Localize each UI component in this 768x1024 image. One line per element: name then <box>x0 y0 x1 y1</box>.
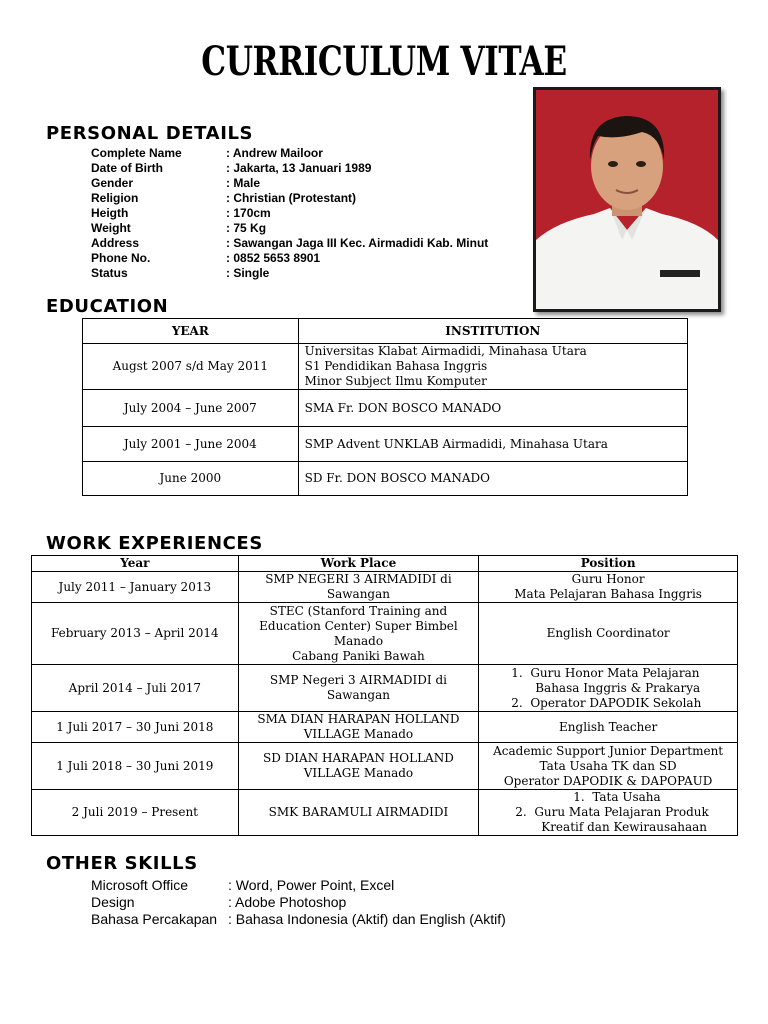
skill-value: : Word, Power Point, Excel <box>228 877 394 894</box>
table-row <box>83 344 688 390</box>
personal-row-religion <box>91 191 531 206</box>
institution-line: Universitas Klabat Airmadidi, Minahasa Utara <box>304 344 587 358</box>
personal-row-gender <box>91 176 531 191</box>
work-position-line: Operator DAPODIK & DAPOPAUD <box>503 773 713 788</box>
position-list-item: 2. Guru Mata Pelajaran Produk <box>515 805 709 819</box>
personal-label: Address <box>91 236 140 250</box>
personal-value: : 0852 5653 8901 <box>226 251 320 266</box>
other-skills-heading: OTHER SKILLS <box>46 853 198 874</box>
personal-value: : 170cm <box>226 206 271 221</box>
education-table <box>82 318 688 496</box>
work-place-line: Sawangan <box>326 688 390 702</box>
education-institution-cell <box>298 344 687 390</box>
position-list-item: 1. Tata Usaha <box>573 790 661 804</box>
work-place-line: VILLAGE Manado <box>303 766 414 780</box>
work-place-line: SD DIAN HARAPAN HOLLAND <box>263 751 454 765</box>
work-position-cell <box>479 790 738 836</box>
table-row <box>32 743 738 790</box>
education-institution-cell: SMA Fr. DON BOSCO MANADO <box>298 390 687 427</box>
personal-label: Gender <box>91 176 134 190</box>
personal-value: : Sawangan Jaga III Kec. Airmadidi Kab. Minut <box>226 236 488 251</box>
table-row <box>32 790 738 836</box>
skill-value: : Adobe Photoshop <box>228 894 346 911</box>
work-place-cell <box>238 603 479 665</box>
table-row <box>32 603 738 665</box>
personal-value: : Andrew Mailoor <box>226 146 323 161</box>
work-position-line: Tata Usaha TK dan SD <box>539 758 677 773</box>
work-experiences-heading: WORK EXPERIENCES <box>46 533 263 554</box>
profile-photo <box>533 87 721 312</box>
skill-label: Microsoft Office <box>91 877 188 893</box>
work-place-cell: SMK BARAMULI AIRMADIDI <box>238 790 479 836</box>
education-header-row <box>83 319 688 344</box>
eye-right-shape <box>636 161 646 167</box>
position-list-item: 1. Guru Honor Mata Pelajaran <box>511 665 700 680</box>
personal-value: : Male <box>226 176 260 191</box>
personal-row-phone <box>91 251 531 266</box>
position-numbered-list <box>511 666 731 711</box>
personal-value: : Single <box>226 266 269 281</box>
eye-left-shape <box>608 161 618 167</box>
work-year-cell: 1 Juli 2018 – 30 Juni 2019 <box>32 743 239 790</box>
work-place-line: Cabang Paniki Bawah <box>292 648 425 663</box>
education-institution-cell: SMP Advent UNKLAB Airmadidi, Minahasa Utara <box>298 427 687 462</box>
work-place-line: STEC (Stanford Training and <box>269 603 448 618</box>
personal-label: Heigth <box>91 206 129 220</box>
work-year-cell: July 2011 – January 2013 <box>32 572 239 603</box>
personal-label: Status <box>91 266 128 280</box>
personal-row-birth <box>91 161 531 176</box>
position-list-item: 2. Operator DAPODIK Sekolah <box>511 695 702 710</box>
work-year-cell: April 2014 – Juli 2017 <box>32 665 239 712</box>
position-list-item: Kreatif dan Kewirausahaan <box>541 820 708 834</box>
work-place-cell <box>238 572 479 603</box>
work-header-row <box>32 556 738 572</box>
skill-label: Design <box>91 894 135 910</box>
personal-label: Religion <box>91 191 139 205</box>
personal-row-height <box>91 206 531 221</box>
table-row <box>83 462 688 496</box>
position-numbered-list <box>515 790 731 835</box>
work-header-year: Year <box>32 556 239 572</box>
work-position-cell <box>479 743 738 790</box>
table-row <box>32 665 738 712</box>
skill-value: : Bahasa Indonesia (Aktif) dan English (Aktif) <box>228 911 506 928</box>
personal-details-heading: PERSONAL DETAILS <box>46 123 254 144</box>
education-year-cell: June 2000 <box>83 462 299 496</box>
education-header-year: YEAR <box>83 319 299 344</box>
education-header-institution: INSTITUTION <box>298 319 687 344</box>
education-heading: EDUCATION <box>46 296 169 317</box>
work-place-line: Education Center) Super Bimbel <box>259 618 458 633</box>
table-row <box>32 572 738 603</box>
work-year-cell: February 2013 – April 2014 <box>32 603 239 665</box>
work-place-line: Sawangan <box>326 587 390 601</box>
skill-label: Bahasa Percakapan <box>91 911 218 927</box>
personal-label: Phone No. <box>91 251 151 265</box>
work-table <box>31 555 738 836</box>
work-year-cell: 1 Juli 2017 – 30 Juni 2018 <box>32 712 239 743</box>
table-row <box>83 427 688 462</box>
personal-label: Date of Birth <box>91 161 163 175</box>
work-header-position: Position <box>479 556 738 572</box>
table-row <box>83 390 688 427</box>
work-year-cell: 2 Juli 2019 – Present <box>32 790 239 836</box>
personal-row-status <box>91 266 531 281</box>
personal-value: : Jakarta, 13 Januari 1989 <box>226 161 371 176</box>
work-header-place: Work Place <box>238 556 479 572</box>
work-place-line: SMA DIAN HARAPAN HOLLAND <box>257 712 460 726</box>
work-place-line: VILLAGE Manado <box>303 727 414 741</box>
page-title: CURRICULUM VITAE <box>201 38 567 85</box>
education-institution-cell: SD Fr. DON BOSCO MANADO <box>298 462 687 496</box>
institution-line: Minor Subject Ilmu Komputer <box>304 374 487 388</box>
work-place-cell <box>238 743 479 790</box>
work-position-cell <box>479 665 738 712</box>
work-position-cell <box>479 572 738 603</box>
work-position-cell: English Teacher <box>479 712 738 743</box>
work-place-line: SMP NEGERI 3 AIRMADIDI di <box>265 572 452 586</box>
work-position-line: Academic Support Junior Department <box>493 743 724 758</box>
work-position-line: Guru Honor <box>571 572 645 586</box>
work-position-line: Mata Pelajaran Bahasa Inggris <box>514 587 702 601</box>
institution-line: S1 Pendidikan Bahasa Inggris <box>304 359 488 373</box>
work-position-cell: English Coordinator <box>479 603 738 665</box>
personal-row-weight <box>91 221 531 236</box>
education-year-cell: Augst 2007 s/d May 2011 <box>83 344 299 390</box>
table-row <box>32 712 738 743</box>
personal-row-name <box>91 146 531 161</box>
name-tag-shape <box>660 270 700 277</box>
education-year-cell: July 2001 – June 2004 <box>83 427 299 462</box>
personal-row-address <box>91 236 531 251</box>
personal-value: : 75 Kg <box>226 221 266 236</box>
position-list-item: Bahasa Inggris & Prakarya <box>535 680 701 695</box>
personal-value: : Christian (Protestant) <box>226 191 356 206</box>
personal-label: Complete Name <box>91 146 182 160</box>
work-place-cell <box>238 712 479 743</box>
work-place-cell <box>238 665 479 712</box>
education-year-cell: July 2004 – June 2007 <box>83 390 299 427</box>
portrait-illustration <box>536 90 718 309</box>
personal-label: Weight <box>91 221 131 235</box>
work-place-line: Manado <box>333 633 384 648</box>
work-place-line: SMP Negeri 3 AIRMADIDI di <box>269 673 447 687</box>
